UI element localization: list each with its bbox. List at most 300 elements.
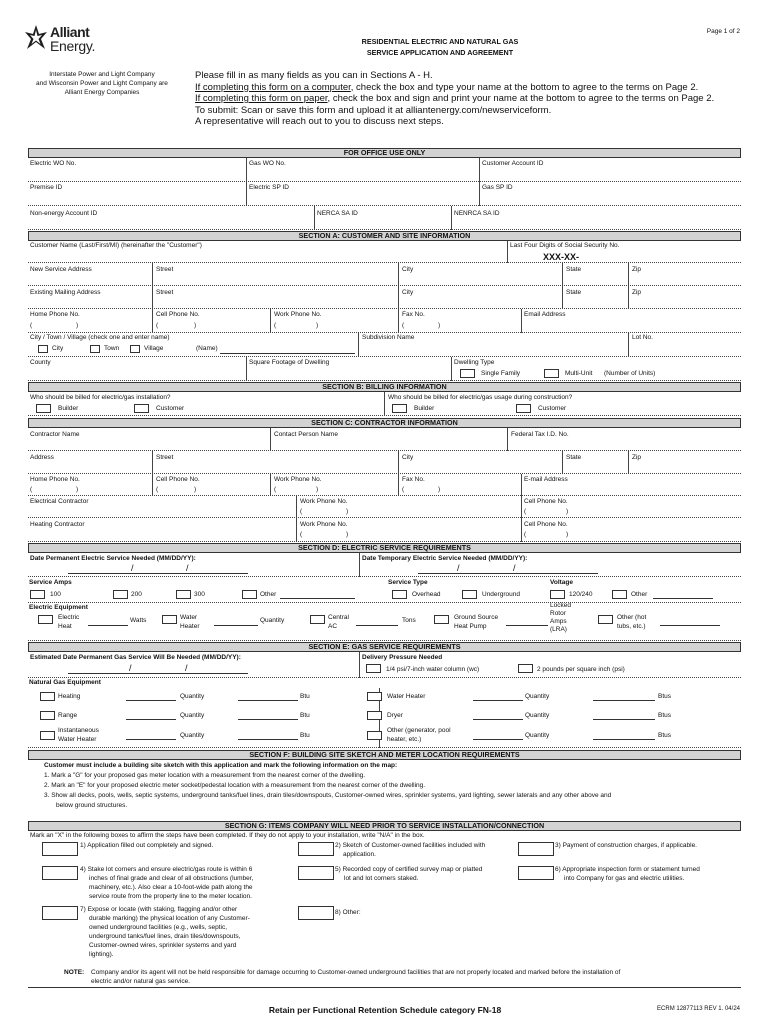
title-line: RESIDENTIAL ELECTRIC AND NATURAL GAS — [361, 37, 519, 46]
divider — [398, 474, 399, 496]
cell-phone-label[interactable]: Cell Phone No. — [156, 476, 200, 483]
instantaneous-quantity-input[interactable] — [126, 739, 176, 740]
cell-phone-label[interactable]: Cell Phone No. — [156, 311, 200, 318]
label-line: Rotor — [550, 610, 566, 617]
state-label[interactable]: State — [566, 289, 582, 296]
divider — [152, 286, 153, 309]
voltage-other-input[interactable] — [653, 598, 713, 599]
label-line: Water Heater — [58, 735, 97, 743]
paren-close: ) — [76, 322, 79, 329]
divider — [398, 451, 399, 474]
title-line: SERVICE APPLICATION AND AGREEMENT — [366, 48, 514, 57]
other-gas-label — [387, 727, 451, 744]
water-heater-gas-checkbox[interactable] — [367, 692, 382, 701]
psi-quarter-label: 1/4 psi/7-inch water column (wc) — [386, 666, 480, 673]
state-label[interactable]: State — [566, 454, 582, 461]
zip-label[interactable]: Zip — [632, 289, 642, 296]
section-f-header: SECTION F: BUILDING SITE SKETCH AND METER LOCATION REQUIREMENTS — [28, 750, 741, 760]
town-checkbox[interactable] — [90, 345, 100, 353]
city-label[interactable]: City — [402, 454, 414, 461]
date-slash: / — [457, 563, 460, 573]
ground-source-input[interactable] — [506, 625, 548, 626]
central-ac-label — [328, 613, 349, 631]
item7-checkbox[interactable] — [42, 906, 78, 920]
other-hot-input[interactable] — [660, 625, 720, 626]
range-checkbox[interactable] — [40, 711, 55, 720]
label-line: lighting). — [89, 951, 114, 958]
label-line: into Company for gas and electric utilities. — [564, 875, 685, 882]
home-phone-label[interactable]: Home Phone No. — [30, 476, 80, 483]
heating-label: Heating — [58, 693, 81, 700]
tons-label: Tons — [402, 617, 416, 624]
water-heater-quantity-input[interactable] — [473, 700, 523, 701]
divider — [398, 263, 399, 286]
city-town-label: City / Town / Village (check one and enter name) — [30, 334, 170, 341]
electric-dates-row — [28, 553, 741, 577]
label-line: Heat — [58, 623, 72, 630]
section-c-header: SECTION C: CONTRACTOR INFORMATION — [28, 418, 741, 428]
divider — [152, 263, 153, 286]
other-gas-checkbox[interactable] — [367, 731, 382, 740]
office-use-header: FOR OFFICE USE ONLY — [28, 148, 741, 158]
office-row — [28, 182, 741, 206]
zip-label[interactable]: Zip — [632, 266, 642, 273]
range-label: Range — [58, 712, 78, 719]
work-phone-label[interactable]: Work Phone No. — [300, 521, 348, 528]
city-label[interactable]: City — [402, 289, 414, 296]
city-label[interactable]: City — [402, 266, 414, 273]
cell-phone-label[interactable]: Cell Phone No. — [524, 498, 568, 505]
label-line: machinery, etc.). Also clear a 10-foot-wide path along the — [89, 884, 253, 891]
subdivision-label[interactable]: Subdivision Name — [362, 334, 415, 341]
contractor-row — [28, 428, 741, 451]
install-customer-checkbox[interactable] — [134, 404, 149, 413]
divider — [296, 518, 297, 542]
new-service-label: New Service Address — [30, 266, 92, 273]
amps-200-checkbox[interactable] — [113, 590, 128, 599]
amps-100-checkbox[interactable] — [30, 590, 45, 599]
divider — [451, 357, 452, 381]
amps-other-checkbox[interactable] — [242, 590, 257, 599]
sketch-requirements — [28, 760, 741, 816]
service-amps-label: Service Amps — [29, 579, 72, 586]
section-d-header: SECTION D: ELECTRIC SERVICE REQUIREMENTS — [28, 543, 741, 553]
customer-label: Customer — [538, 405, 567, 412]
divider — [451, 206, 452, 230]
electric-heat-checkbox[interactable] — [38, 615, 53, 624]
page-number: Page 1 of 2 — [706, 28, 740, 35]
nerca-sa-label: NERCA SA ID — [317, 210, 358, 217]
psi-two-checkbox[interactable] — [518, 664, 533, 673]
ground-source-label — [454, 613, 498, 631]
items-block — [28, 831, 741, 988]
central-ac-checkbox[interactable] — [310, 615, 325, 624]
office-row — [28, 158, 741, 182]
multi-unit-checkbox[interactable] — [544, 369, 559, 378]
voltage-other-label: Other — [631, 591, 648, 598]
office-row — [28, 206, 741, 230]
sketch-item: 1. Mark a "G" for your proposed gas meter location with a measurement from the nearest corner of the dwelling. — [44, 772, 366, 779]
sqft-label[interactable]: Square Footage of Dwelling — [249, 359, 330, 366]
voltage-label: Voltage — [550, 579, 573, 586]
divider — [359, 553, 360, 577]
water-heater-checkbox[interactable] — [162, 615, 177, 624]
btus-label: Btus — [658, 693, 672, 700]
heating-checkbox[interactable] — [40, 692, 55, 701]
gas-date-row — [28, 652, 741, 678]
label-line: Customer-owned wires, sprinkler systems and yard — [89, 942, 237, 949]
logo-line1: Alliant — [50, 24, 90, 40]
divider — [507, 428, 508, 451]
work-phone-label[interactable]: Work Phone No. — [300, 498, 348, 505]
heating-contractor-label[interactable]: Heating Contractor — [30, 521, 85, 528]
builder-label: Builder — [414, 405, 435, 412]
paren-close: ) — [438, 486, 441, 493]
item1-label: 1) Application filled out completely and signed. — [80, 842, 214, 849]
instructions — [195, 70, 745, 128]
instruction-text: , check the box and type your name at the bottom to agree to the terms on Page 2. — [350, 81, 699, 93]
section-a-header: SECTION A: CUSTOMER AND SITE INFORMATION — [28, 231, 741, 241]
divider — [562, 286, 563, 309]
item4-label — [80, 865, 253, 901]
date-temp-electric-input[interactable] — [418, 573, 598, 574]
divider — [314, 206, 315, 230]
label-line: Locked — [550, 602, 571, 609]
label-line: 5) Recorded copy of certified survey map or platted — [335, 866, 483, 873]
tons-input[interactable] — [356, 625, 398, 626]
item1-checkbox[interactable] — [42, 842, 78, 856]
zip-label[interactable]: Zip — [632, 454, 642, 461]
logo-line2: Energy. — [50, 38, 96, 54]
home-phone-label[interactable]: Home Phone No. — [30, 311, 80, 318]
electrical-contractor-label[interactable]: Electrical Contractor — [30, 498, 89, 505]
voltage-other-checkbox[interactable] — [612, 590, 627, 599]
city-town-row — [28, 333, 741, 357]
dryer-label: Dryer — [387, 712, 403, 719]
nenrca-sa-label: NENRCA SA ID — [454, 210, 500, 217]
paren-close: ) — [316, 322, 319, 329]
premise-id-label: Premise ID — [30, 184, 63, 191]
contractor-address-row — [28, 451, 741, 474]
sketch-item: 3. Show all decks, pools, wells, septic systems, underground tanks/fuel lines, drain tiles/downspouts, Customer-owned wires, sprinkler systems, yard lighting, sewer laterals and any other above and — [44, 792, 612, 799]
date-slash: / — [131, 563, 134, 573]
water-heater-label — [180, 613, 200, 631]
divider — [152, 474, 153, 496]
water-heater-gas-label: Water Heater — [387, 693, 426, 700]
paren-open: ( — [402, 486, 405, 493]
label-line: Amps — [550, 618, 567, 625]
divider — [479, 182, 480, 206]
divider — [398, 309, 399, 333]
paren-close: ) — [346, 531, 349, 538]
section-e-header: SECTION E: GAS SERVICE REQUIREMENTS — [28, 642, 741, 652]
paren-open: ( — [156, 322, 159, 329]
heating-btu-input[interactable] — [238, 700, 298, 701]
service-type-label: Service Type — [388, 579, 428, 586]
state-label[interactable]: State — [566, 266, 582, 273]
paper-instruction: If completing this form on paper — [195, 93, 328, 104]
item8-label: 8) Other: — [335, 909, 361, 916]
paren-open: ( — [274, 486, 277, 493]
sketch-intro: Customer must include a building site sketch with this application and mark the following information on the map: — [44, 762, 398, 769]
label-line: inches of final grade and clear of all obstructions (lumber, — [89, 875, 254, 882]
psi-quarter-checkbox[interactable] — [366, 664, 381, 673]
quantity-label: Quantity — [525, 732, 550, 739]
lot-label[interactable]: Lot No. — [632, 334, 653, 341]
village-checkbox[interactable] — [130, 345, 140, 353]
opt-city: City — [52, 345, 64, 352]
single-family-checkbox[interactable] — [460, 369, 475, 378]
amps-other-input[interactable] — [280, 598, 355, 599]
single-family-label: Single Family — [481, 370, 521, 377]
usage-customer-checkbox[interactable] — [516, 404, 531, 413]
customer-name-label[interactable]: Customer Name (Last/First/MI) (hereinafter the "Customer") — [30, 242, 202, 249]
water-heater-input[interactable] — [214, 625, 258, 626]
county-label[interactable]: County — [30, 359, 51, 366]
federal-tax-label[interactable]: Federal Tax I.D. No. — [511, 431, 569, 438]
retention-footer: Retain per Functional Retention Schedule category FN-18 — [268, 1005, 502, 1015]
divider — [246, 357, 247, 381]
company-line: Alliant Energy Companies — [64, 89, 140, 96]
billing-usage-label: Who should be billed for electric/gas usage during construction? — [388, 394, 573, 401]
label-line: Instantaneous — [58, 727, 99, 734]
cell-phone-label[interactable]: Cell Phone No. — [524, 521, 568, 528]
amps-300-label: 300 — [194, 591, 205, 598]
label-line: underground tanks/fuel lines, drain tiles/downspouts, — [89, 933, 241, 940]
label-line: 7) Expose or locate (with staking, flagging and/or other — [80, 906, 238, 913]
ssn-label: Last Four Digits of Social Security No. — [510, 242, 620, 249]
amps-200-label: 200 — [131, 591, 142, 598]
divider — [562, 263, 563, 286]
item4-checkbox[interactable] — [42, 866, 78, 880]
other-gas-quantity-input[interactable] — [473, 739, 523, 740]
new-service-row — [28, 263, 741, 286]
amps-100-label: 100 — [50, 591, 61, 598]
divider — [521, 309, 522, 333]
usage-builder-checkbox[interactable] — [392, 404, 407, 413]
paren-open: ( — [300, 508, 303, 515]
quantity-label: Quantity — [260, 617, 285, 624]
instruction-line: A representative will reach out to you to discuss next steps. — [195, 116, 444, 127]
county-row — [28, 357, 741, 381]
street-label[interactable]: Street — [156, 454, 174, 461]
label-line: heater, etc.) — [387, 735, 422, 743]
billing-row — [28, 392, 741, 416]
dryer-btu-input[interactable] — [593, 719, 655, 720]
date-slash: / — [513, 563, 516, 573]
range-btu-input[interactable] — [238, 719, 298, 720]
paren-open: ( — [402, 322, 405, 329]
note-text: Company and/or its agent will not be held responsible for damage occurring to Customer-owned underground facilities that are not properly located and marked before the installation of — [91, 969, 621, 976]
item2-checkbox[interactable] — [298, 842, 334, 856]
date-perm-gas-label: Estimated Date Permanent Gas Service Will Be Needed (MM/DD/YY): — [30, 654, 241, 661]
multi-unit-label: Multi-Unit — [565, 370, 593, 377]
company-line: Interstate Power and Light Company — [49, 71, 155, 78]
divider — [521, 496, 522, 518]
divider — [507, 241, 508, 263]
electric-heat-label — [58, 613, 79, 631]
note-cont: electric and/or natural gas service. — [91, 978, 190, 985]
city-checkbox[interactable] — [38, 345, 48, 353]
label-line: Ground Source — [454, 614, 499, 621]
btus-label: Btus — [658, 732, 672, 739]
alliant-star-icon — [24, 24, 48, 50]
label-line: service route from the property line to the meter location. — [89, 893, 252, 900]
paren-open: ( — [300, 531, 303, 538]
underground-checkbox[interactable] — [462, 590, 477, 599]
instruction-line — [195, 82, 745, 94]
divider — [479, 158, 480, 182]
label-line: application. — [343, 851, 376, 858]
paren-close: ) — [566, 508, 569, 515]
date-slash: / — [186, 563, 189, 573]
street-label[interactable]: Street — [156, 266, 174, 273]
label-line: owned underground facilities (e.g., wells, septic, — [89, 924, 228, 931]
section-b-header: SECTION B: BILLING INFORMATION — [28, 382, 741, 392]
electrical-contractor-row — [28, 496, 741, 518]
email-label[interactable]: Email Address — [524, 311, 566, 318]
section-g-header: SECTION G: ITEMS COMPANY WILL NEED PRIOR TO SERVICE INSTALLATION/CONNECTION — [28, 821, 741, 831]
paren-open: ( — [30, 486, 33, 493]
street-label[interactable]: Street — [156, 289, 174, 296]
label-line: 4) Stake lot corners and ensure electric/gas route is within 6 — [80, 866, 253, 873]
service-amps-row — [28, 577, 741, 603]
natural-gas-equipment-label: Natural Gas Equipment — [29, 679, 101, 686]
label-line: (LRA) — [550, 626, 567, 633]
opt-village: Village — [144, 345, 164, 352]
water-heater-btu-input[interactable] — [593, 700, 655, 701]
mailing-row — [28, 286, 741, 309]
date-temp-electric-label: Date Temporary Electric Service Needed (MM/DD/YY): — [362, 555, 528, 562]
dryer-quantity-input[interactable] — [473, 719, 523, 720]
form-title — [290, 36, 590, 58]
item8-checkbox[interactable] — [298, 906, 334, 920]
dryer-checkbox[interactable] — [367, 711, 382, 720]
email-label[interactable]: E-mail Address — [524, 476, 568, 483]
instruction-line — [195, 93, 745, 105]
date-slash: / — [129, 663, 132, 673]
builder-label: Builder — [58, 405, 79, 412]
instantaneous-btu-input[interactable] — [238, 739, 298, 740]
item5-checkbox[interactable] — [298, 866, 334, 880]
btus-label: Btus — [658, 712, 672, 719]
overhead-checkbox[interactable] — [392, 590, 407, 599]
psi-two-label: 2 pounds per square inch (psi) — [537, 666, 625, 673]
quantity-label: Quantity — [180, 712, 205, 719]
divider — [152, 451, 153, 474]
paren-close: ) — [316, 486, 319, 493]
items-intro: Mark an "X" in the following boxes to affirm the steps have been completed. If they do not apply to your installation, write "N/A" in the box. — [30, 832, 425, 839]
divider — [359, 652, 360, 678]
instantaneous-checkbox[interactable] — [40, 731, 55, 740]
btu-label: Btu — [300, 712, 310, 719]
label-line: Heater — [180, 623, 200, 630]
fax-label[interactable]: Fax No. — [402, 311, 425, 318]
item6-checkbox[interactable] — [518, 866, 554, 880]
customer-name-row — [28, 241, 741, 263]
divider — [628, 286, 629, 309]
date-perm-electric-input[interactable] — [68, 573, 248, 574]
other-hot-checkbox[interactable] — [598, 615, 613, 624]
divider — [270, 474, 271, 496]
heating-quantity-input[interactable] — [126, 700, 176, 701]
install-builder-checkbox[interactable] — [36, 404, 51, 413]
gas-wo-label: Gas WO No. — [249, 160, 286, 167]
billing-install-label: Who should be billed for electric/gas installation? — [30, 394, 171, 401]
item3-label: 3) Payment of construction charges, if applicable. — [555, 842, 697, 849]
paren-close: ) — [76, 486, 79, 493]
paren-close: ) — [566, 531, 569, 538]
amps-300-checkbox[interactable] — [176, 590, 191, 599]
paren-close: ) — [346, 508, 349, 515]
divider — [246, 158, 247, 182]
work-phone-label[interactable]: Work Phone No. — [274, 311, 322, 318]
label-line: lot and lot corners staked. — [344, 875, 419, 882]
contact-person-label[interactable]: Contact Person Name — [274, 431, 338, 438]
paren-open: ( — [524, 508, 527, 515]
ssn-value[interactable]: XXX-XX- — [543, 252, 580, 262]
name-label: (Name) — [196, 345, 218, 352]
other-gas-btu-input[interactable] — [593, 739, 655, 740]
contractor-name-label[interactable]: Contractor Name — [30, 431, 80, 438]
watts-input[interactable] — [88, 625, 128, 626]
date-perm-electric-label: Date Permanent Electric Service Needed (MM/DD/YY): — [30, 555, 196, 562]
address-label: Address — [30, 454, 54, 461]
delivery-pressure-label: Delivery Pressure Needed — [362, 654, 443, 661]
label-line: Electric — [58, 614, 80, 621]
paren-open: ( — [156, 486, 159, 493]
alliant-energy-logo — [24, 22, 114, 58]
town-name-input[interactable] — [220, 353, 355, 354]
btu-label: Btu — [300, 693, 310, 700]
btu-label: Btu — [300, 732, 310, 739]
divider — [628, 333, 629, 357]
company-note — [28, 70, 176, 97]
non-energy-label: Non-energy Account ID — [30, 210, 98, 217]
ground-source-checkbox[interactable] — [434, 615, 449, 624]
paren-close: ) — [438, 322, 441, 329]
range-quantity-input[interactable] — [126, 719, 176, 720]
voltage-120-checkbox[interactable] — [550, 590, 565, 599]
date-perm-gas-input[interactable] — [68, 673, 248, 674]
label-line: Other (hot — [617, 614, 647, 621]
paren-open: ( — [524, 531, 527, 538]
label-line: Other (generator, pool — [387, 727, 451, 734]
fax-label[interactable]: Fax No. — [402, 476, 425, 483]
divider — [628, 263, 629, 286]
dwelling-type-label: Dwelling Type — [454, 359, 495, 366]
sketch-item-cont: below ground structures. — [56, 802, 128, 809]
item3-checkbox[interactable] — [518, 842, 554, 856]
customer-label: Customer — [156, 405, 185, 412]
item5-label — [335, 865, 482, 883]
work-phone-label[interactable]: Work Phone No. — [274, 476, 322, 483]
label-line: AC — [328, 623, 338, 630]
company-line: and Wisconsin Power and Light Company are — [36, 80, 168, 87]
paren-open: ( — [30, 322, 33, 329]
quantity-label: Quantity — [180, 732, 205, 739]
heating-contractor-row — [28, 518, 741, 542]
electric-wo-label: Electric WO No. — [30, 160, 77, 167]
overhead-label: Overhead — [412, 591, 441, 598]
gas-sp-label: Gas SP ID — [482, 184, 513, 191]
label-line: durable marking) the physical location of any Customer- — [89, 915, 250, 922]
quantity-label: Quantity — [525, 693, 550, 700]
other-hot-label — [617, 613, 646, 631]
divider — [152, 309, 153, 333]
existing-mailing-label: Existing Mailing Address — [30, 289, 101, 296]
label-line: 2) Sketch of Customer-owned facilities included with — [335, 842, 486, 849]
